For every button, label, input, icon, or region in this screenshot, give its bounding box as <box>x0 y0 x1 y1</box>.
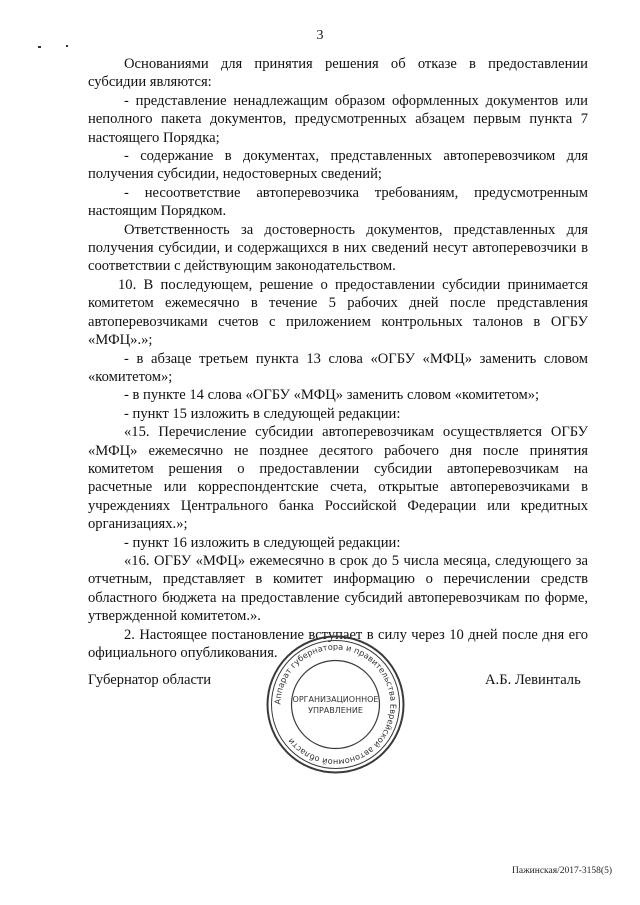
paragraph: - несоответствие автоперевозчика требованиям, предусмотренным настоящим Порядком. <box>88 184 588 220</box>
paragraph: Ответственность за достоверность документов, представленных для получения субсидии, и содержащихся в них сведений несут автоперевозчики в соответствии с действующим законодательством. <box>88 221 588 275</box>
stamp-center-line2: УПРАВЛЕНИЕ <box>308 706 363 715</box>
paragraph: - пункт 15 изложить в следующей редакции: <box>124 405 401 422</box>
stamp-seal-icon <box>263 632 408 777</box>
paragraph: - в пункте 14 слова «ОГБУ «МФЦ» заменить словом «комитетом»; <box>124 387 540 404</box>
paragraph: «16. ОГБУ «МФЦ» ежемесячно в срок до 5 числа месяца, следующего за отчетным, представляет в комитет информацию о перечислении средств областного бюджета на предоставление субсидий автоперевозчикам по форме, утвержденной комитетом.». <box>88 552 588 625</box>
paragraph: 10. В последующем, решение о предоставлении субсидии принимается комитетом ежемесячно в течение 5 рабочих дней после представления автоперевозчиками счетов с приложением контрольных талонов в ОГБУ «МФЦ».»; <box>88 276 588 349</box>
paragraph: 2. Настоящее постановление вступает в силу через 10 дней после дня его официального опубликования. <box>88 626 588 661</box>
footer-reference: Пажинская/2017-3158(5) <box>512 866 612 876</box>
scan-speck <box>38 46 41 48</box>
paragraph: «15. Перечисление субсидии автоперевозчикам осуществляется ОГБУ «МФЦ» ежемесячно не позднее десятого рабочего дня после принятия комитетом решения о предоставлении субсидии автоперевозчикам на расчетные или корреспондентские счета, открытые автоперевозчиками в учреждениях Центрального банка Российской Федерации или кредитных организациях.»; <box>88 424 588 533</box>
paragraph: - содержание в документах, представленных автоперевозчиком для получения субсидии, недостоверных сведений; <box>88 148 588 183</box>
page-number: 3 <box>316 28 324 43</box>
stamp-ring-text: Аппарат губернатора и правительства Еврейской автономной области <box>272 641 399 768</box>
signatory-name: А.Б. Левинталь <box>485 672 581 688</box>
paragraph: Основаниями для принятия решения об отказе в предоставлении субсидии являются: <box>88 56 588 91</box>
signatory-position: Губернатор области <box>88 672 212 688</box>
official-stamp <box>263 632 408 777</box>
document-body <box>88 55 588 662</box>
scan-speck <box>66 45 68 47</box>
paragraph: - в абзаце третьем пункта 13 слова «ОГБУ «МФЦ» заменить словом «комитетом»; <box>88 350 588 385</box>
paragraph: - представление ненадлежащим образом оформленных документов или неполного пакета документов, предусмотренных абзацем первым пункта 7 настоящего Порядка; <box>88 92 588 146</box>
stamp-center-line1: ОРГАНИЗАЦИОННОЕ <box>292 695 379 704</box>
paragraph: - пункт 16 изложить в следующей редакции: <box>124 534 401 551</box>
